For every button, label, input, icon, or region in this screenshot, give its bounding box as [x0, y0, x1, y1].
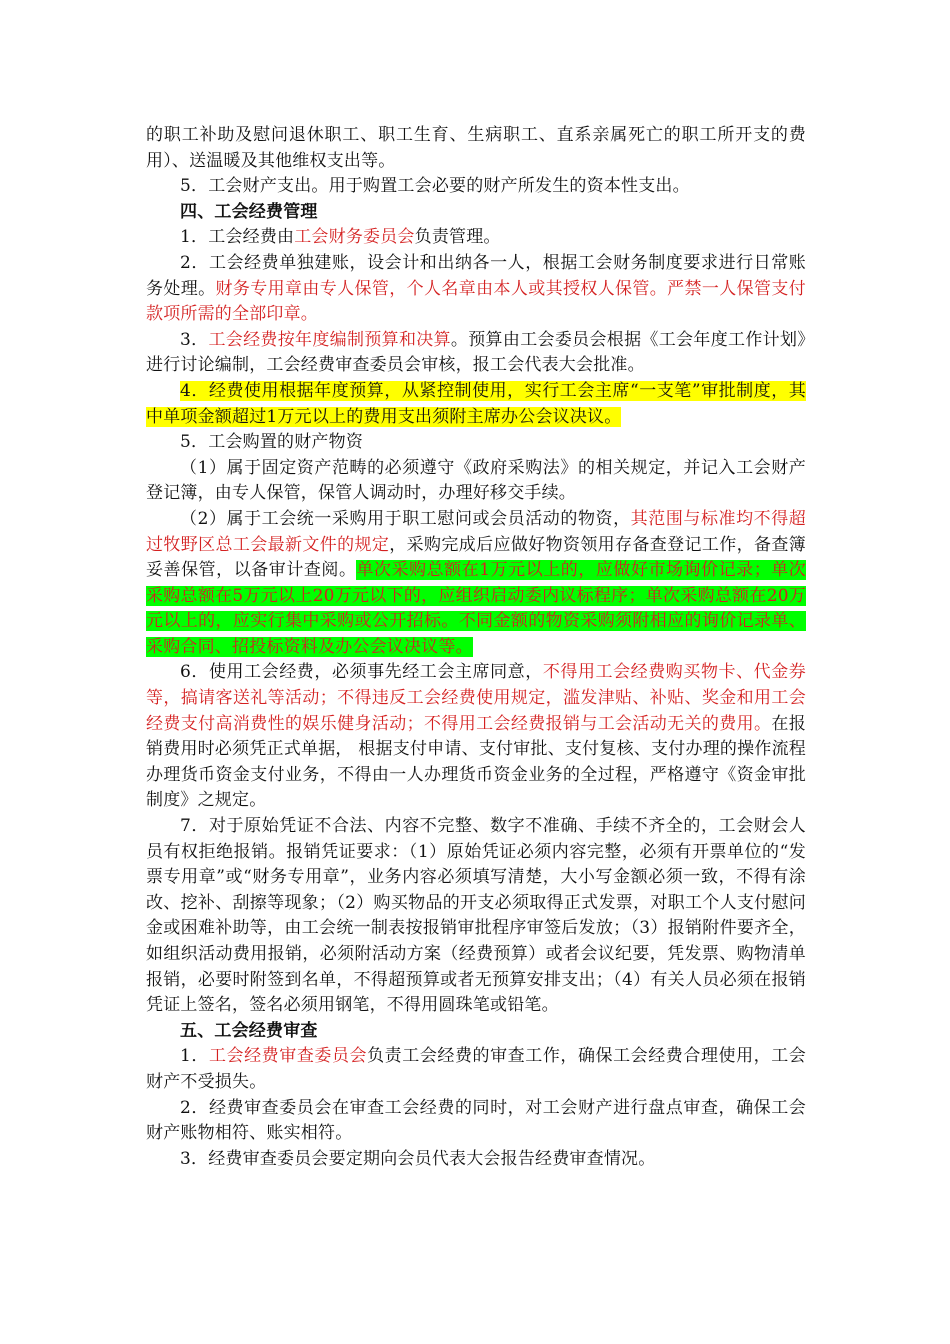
- red-emphasis: 其范围与标准均不得超过牧野区总工会最新文件的规定: [146, 508, 807, 555]
- paragraph-audit-2: 2．经费审查委员会在审查工会经费的同时，对工会财产进行盘点审查，确保工会财产账物相符、账实相符。: [146, 1097, 806, 1144]
- green-highlight: 单次采购总额在1万元以上的，应做好市场询价记录；单次采购总额在5万元以上20万元以下的，应组织启动委内议标程序；单次采购总额在20万元以上的，应实行集中采购或公开招标。不同金额的物资采购须附相应的询价记录单、采购合同、招投标资料及办公会议决议等。: [146, 560, 806, 657]
- paragraph-management-4: [146, 379, 806, 430]
- red-emphasis: 不得用工会经费购买物卡、代金券等，搞请客送礼等活动；不得违反工会经费使用规定，滥发津贴、补贴、奖金和用工会经费支付高消费性的娱乐健身活动；不得用工会经费报销与工会活动无关的费用。: [146, 662, 807, 734]
- paragraph-management-6: [146, 660, 806, 814]
- paragraph-management-5: 5．工会购置的财产物资: [180, 432, 364, 453]
- section-heading-fund-audit: 五、工会经费审查: [180, 1020, 318, 1041]
- paragraph-audit-3: 3．经费审查委员会要定期向会员代表大会报告经费审查情况。: [180, 1148, 656, 1169]
- text: 1．工会经费由: [180, 227, 295, 248]
- text: 在报销费用时必须凭正式单据， 根据支付申请、支付审批、支付复核、支付办理的操作流程办理货币资金支付业务，不得由一人办理货币资金业务的全过程，严格遵守《资金审批制度》之规定。: [146, 713, 806, 811]
- paragraph-management-1: [146, 225, 806, 251]
- text: 。预算由工会委员会根据《工会年度工作计划》进行讨论编制，工会经费审查委员会审核，报工会代表大会批准。: [146, 329, 806, 376]
- text: （2）属于工会统一采购用于职工慰问或会员活动的物资，: [180, 508, 631, 529]
- red-emphasis: 工会经费按年度编制预算和决算: [208, 329, 451, 350]
- paragraph-continuation: 的职工补助及慰问退休职工、职工生育、生病职工、直系亲属死亡的职工所开支的费用）、送温暖及其他维权支出等。: [146, 125, 806, 171]
- text: 1．: [180, 1046, 209, 1067]
- document-page: [146, 123, 806, 1172]
- paragraph-management-2: [146, 251, 806, 328]
- text: 2．工会经费单独建账，设会计和出纳各一人，根据工会财务制度要求进行日常账务处理。: [146, 252, 806, 299]
- text: 负责工会经费的审查工作，确保工会经费合理使用，工会财产不受损失。: [146, 1046, 807, 1092]
- text: ，采购完成后应做好物资领用存备查登记工作，备查簿妥善保管，以备审计查阅。: [146, 534, 806, 581]
- yellow-highlight: 4．经费使用根据年度预算，从紧控制使用，实行工会主席“一支笔”审批制度，其中单项金额超过1万元以上的费用支出须附主席办公会议决议。: [146, 380, 806, 427]
- paragraph-audit-1: [146, 1044, 806, 1095]
- red-emphasis: 财务专用章由专人保管，个人名章由本人或其授权人保管。严禁一人保管支付款项所需的全部印章。: [146, 278, 806, 325]
- text: 负责管理。: [414, 227, 501, 248]
- paragraph-management-7: 7．对于原始凭证不合法、内容不完整、数字不准确、手续不齐全的，工会财会人员有权拒绝报销。报销凭证要求：（1）原始凭证必须内容完整，必须有开票单位的“发票专用章”或“财务专用章”，业务内容必须填写清楚，大小写金额必须一致，不得有涂改、挖补、刮擦等现象；（2）购买物品的开支必须取得正式发票，对职工个人支付慰问金或困难补助等，由工会统一制表按报销审批程序审签后发放；（3）报销附件要齐全，如组织活动费用报销，必须附活动方案（经费预算）或者会议纪要，凭发票、购物清单报销，必要时附签到名单，不得超预算或者无预算安排支出；（4）有关人员必须在报销凭证上签名，签名必须用钢笔，不得用圆珠笔或铅笔。: [146, 816, 806, 1016]
- red-emphasis: 工会经费审查委员会: [208, 1046, 368, 1067]
- paragraph-management-3: [146, 328, 806, 379]
- paragraph-asset-expense: 5．工会财产支出。用于购置工会必要的财产所发生的资本性支出。: [180, 176, 690, 197]
- section-heading-fund-management: 四、工会经费管理: [180, 201, 318, 222]
- text: 6．使用工会经费，必须事先经工会主席同意，: [180, 662, 543, 683]
- paragraph-fixed-assets: （1）属于固定资产范畴的必须遵守《政府采购法》的相关规定，并记入工会财产登记簿，由专人保管，保管人调动时，办理好移交手续。: [146, 457, 806, 504]
- paragraph-unified-procurement: [146, 507, 806, 661]
- red-emphasis: 工会财务委员会: [294, 227, 415, 248]
- text: 3．: [180, 329, 209, 350]
